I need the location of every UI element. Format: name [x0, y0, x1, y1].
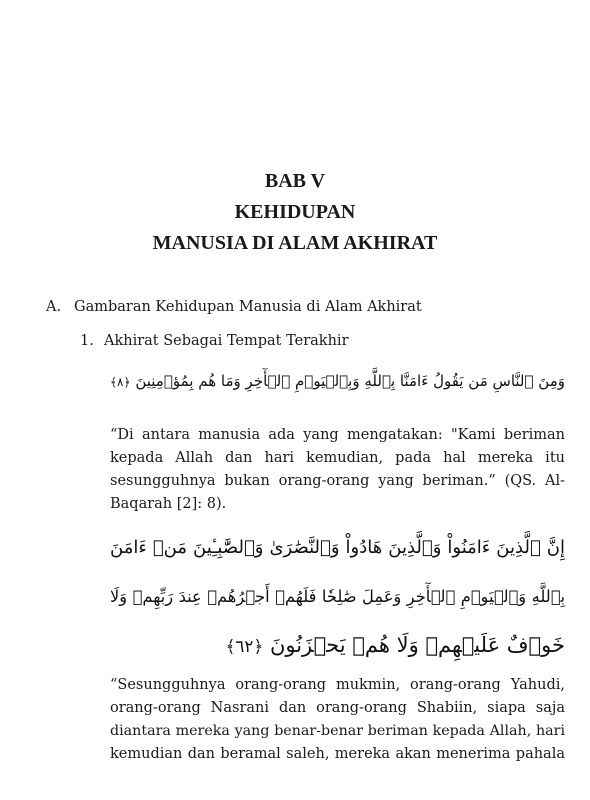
verse-1-arabic-text: وَمِنَ ٱلنَّاسِ مَن يَقُولُ ءَامَنَّا بِٱللَّهِ وَبِٱلۡيَوۡمِ ٱلۡأٓخِرِ وَمَا هُم بِمُؤۡمِنِينَ	[135, 372, 565, 390]
subsection-title: Akhirat Sebagai Tempat Terakhir	[104, 333, 349, 349]
verse-1-translation-line: “Di antara manusia ada yang mengatakan: "Kami beriman	[110, 427, 565, 443]
chapter-title-line-2: MANUSIA DI ALAM AKHIRAT	[152, 232, 438, 254]
chapter-title-block	[0, 166, 590, 259]
verse-2-translation-line: kemudian dan beramal saleh, mereka akan menerima pahala	[110, 746, 565, 762]
verse-2-ayah-number: ٦٢	[235, 636, 254, 656]
verse-1-ayah-number: ٨	[117, 374, 124, 389]
verse-2-arabic-text: خَوۡفٌ عَلَيۡهِمۡ وَلَا هُمۡ يَحۡزَنُونَ	[269, 633, 565, 657]
section-title: Gambaran Kehidupan Manusia di Alam Akhirat	[74, 299, 422, 315]
verse-1-translation-line: sesungguhnya bukan orang-orang yang beriman.” (QS. Al-	[110, 473, 565, 489]
subsection-marker: 1.	[80, 333, 94, 349]
verse-2-translation-line: “Sesungguhnya orang-orang mukmin, orang-orang Yahudi,	[110, 677, 565, 693]
verse-2-ayah-marker: ﴿٦٢﴾	[225, 636, 264, 656]
chapter-title-line-1: KEHIDUPAN	[234, 201, 356, 223]
verse-2-arabic-line-3	[110, 620, 565, 671]
verse-2-arabic-line-1	[110, 523, 565, 573]
verse-2-translation-line: diantara mereka yang benar-benar beriman kepada Allah, hari	[110, 723, 565, 739]
verse-1-translation-line: Baqarah [2]: 8).	[110, 496, 227, 512]
verse-2-translation	[110, 674, 565, 766]
verse-2-arabic-text: إِنَّ ٱلَّذِينَ ءَامَنُواْ وَٱلَّذِينَ هَادُواْ وَٱلنَّصَٰرَىٰ وَٱلصَّٰبِـِٔينَ مَنۡ ءَامَنَ	[110, 537, 565, 558]
verse-1-translation	[110, 424, 565, 516]
verse-1-translation-line: kepada Allah dan hari kemudian, pada hal mereka itu	[110, 450, 565, 466]
verse-1-arabic	[110, 363, 565, 400]
verse-2-translation-line: orang-orang Nasrani dan orang-orang Shabiin, siapa saja	[110, 700, 565, 716]
section-marker: A.	[46, 299, 62, 315]
verse-1-ayah-marker: ﴿٨﴾	[110, 374, 131, 389]
verse-2-arabic-text: بِٱللَّهِ وَٱلۡيَوۡمِ ٱلۡأٓخِرِ وَعَمِلَ صَٰلِحٗا فَلَهُمۡ أَجۡرُهُمۡ عِندَ رَبِّهِمۡ وَلَا	[110, 587, 565, 606]
subsection-heading	[80, 333, 349, 349]
verse-2-arabic-line-2	[110, 572, 565, 622]
chapter-number: BAB V	[264, 170, 326, 192]
section-heading	[46, 299, 422, 315]
